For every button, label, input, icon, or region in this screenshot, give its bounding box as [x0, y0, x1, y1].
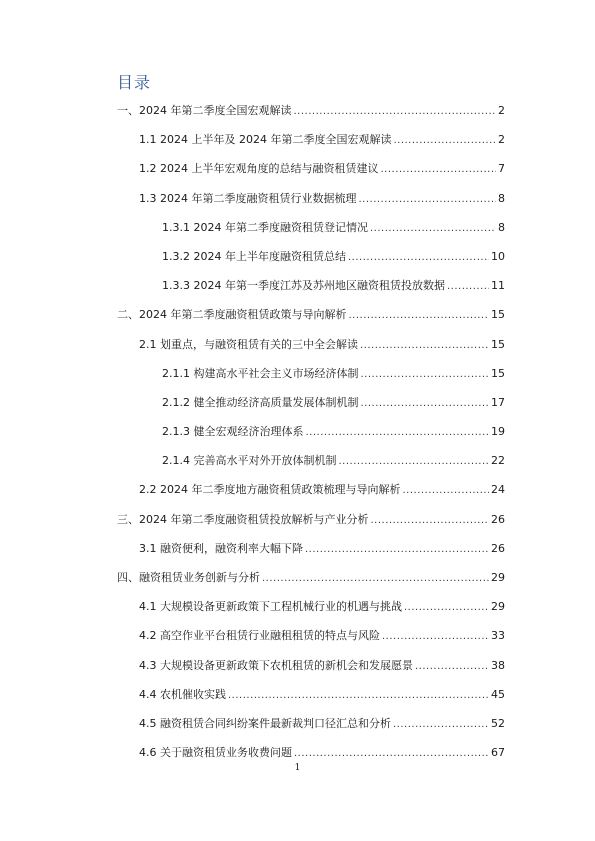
toc-entry[interactable] [117, 133, 505, 162]
toc-entry[interactable] [117, 104, 505, 133]
toc-entry[interactable] [117, 483, 505, 512]
dot-leader [404, 601, 489, 615]
toc-entry-page: 2 [498, 104, 505, 117]
toc-entry-title: 3.1 融资便利，融资利率大幅下降 [139, 541, 303, 555]
toc-entry[interactable] [117, 396, 505, 425]
dot-leader [306, 426, 490, 440]
toc-entry-title: 4.4 农机催收实践 [139, 687, 226, 701]
dot-leader [370, 222, 496, 236]
toc-entry-title: 2.1.2 健全推动经济高质量发展体制机制 [162, 395, 359, 409]
dot-leader [380, 163, 496, 177]
toc-entry[interactable] [117, 221, 505, 250]
toc-entry-page: 15 [491, 308, 505, 322]
toc-entry-title: 4.3 大规模设备更新政策下农机租赁的新机会和发展愿景 [139, 658, 413, 672]
toc-entry[interactable] [117, 454, 505, 483]
toc-entry-title: 1.2 2024 上半年宏观角度的总结与融资租赁建议 [139, 162, 379, 176]
toc-entry-title: 1.3 2024 年第二季度融资租赁行业数据梳理 [139, 191, 357, 205]
dot-leader [447, 280, 489, 294]
toc-entry-page: 26 [491, 512, 505, 526]
toc-entry[interactable] [117, 162, 505, 191]
toc-entry-page: 8 [498, 220, 505, 234]
toc-entry-page: 11 [491, 279, 505, 293]
toc-entry[interactable] [117, 513, 505, 542]
dot-leader [393, 134, 496, 148]
toc-entry[interactable] [117, 425, 505, 454]
toc-entry[interactable] [117, 542, 505, 571]
toc-entry[interactable] [117, 308, 505, 337]
toc-entry-title: 2.2 2024 年二季度地方融资租赁政策梳理与导向解析 [139, 483, 401, 497]
toc-entry-title: 2.1.4 完善高水平对外开放体制机制 [162, 454, 337, 468]
toc-entry-page: 2 [498, 133, 505, 147]
toc-entry-title: 四、融资租赁业务创新与分析 [117, 571, 260, 584]
toc-entry-title: 2.1 划重点，与融资租赁有关的三中全会解读 [139, 337, 358, 351]
dot-leader [338, 455, 489, 469]
toc-entry-page: 17 [491, 395, 505, 409]
toc-entry-title: 三、2024 年第二季度融资租赁投放解析与产业分析 [117, 512, 369, 526]
dot-leader [360, 397, 489, 411]
toc-entry[interactable] [117, 659, 505, 688]
toc-entry[interactable] [117, 250, 505, 279]
toc-entry-page: 29 [491, 571, 505, 584]
toc-entry-page: 15 [491, 366, 505, 380]
dot-leader [305, 543, 489, 557]
toc-entry-page: 52 [491, 716, 505, 730]
toc-title: 目录 [117, 73, 152, 92]
dot-leader [360, 368, 489, 382]
toc-entry-page: 24 [491, 483, 505, 497]
toc-entry[interactable] [117, 279, 505, 308]
toc-entry[interactable] [117, 600, 505, 629]
toc-entry[interactable] [117, 338, 505, 367]
toc-entry[interactable] [117, 367, 505, 396]
toc-entry-page: 8 [498, 191, 505, 205]
toc-entry-title: 1.1 2024 上半年及 2024 年第二季度全国宏观解读 [139, 133, 392, 147]
dot-leader [393, 718, 489, 732]
toc-entry-page: 19 [491, 425, 505, 439]
toc-entry-title: 1.3.1 2024 年第二季度融资租赁登记情况 [162, 220, 368, 234]
dot-leader [262, 572, 489, 586]
toc-entry[interactable] [117, 688, 505, 717]
toc-entry-title: 1.3.3 2024 年第一季度江苏及苏州地区融资租赁投放数据 [162, 279, 445, 293]
toc-entry[interactable] [117, 717, 505, 746]
toc-entry-title: 2.1.3 健全宏观经济治理体系 [162, 425, 304, 439]
toc-entry-page: 7 [498, 162, 505, 176]
dot-leader [349, 309, 490, 323]
toc-entry-title: 4.1 大规模设备更新政策下工程机械行业的机遇与挑战 [139, 600, 402, 614]
toc-entry-page: 22 [491, 454, 505, 468]
toc-entry-title: 二、2024 年第二季度融资租赁政策与导向解析 [117, 308, 347, 322]
toc-entry-page: 67 [491, 746, 505, 760]
toc-entry[interactable] [117, 571, 505, 600]
dot-leader [294, 747, 489, 761]
dot-leader [294, 105, 497, 119]
toc-entry[interactable] [117, 629, 505, 658]
dot-leader [371, 514, 490, 528]
page-number: 1 [294, 763, 301, 773]
toc-entry-page: 38 [491, 658, 505, 672]
dot-leader [360, 339, 489, 353]
toc-entry-page: 10 [491, 249, 505, 263]
toc-entry-page: 26 [491, 541, 505, 555]
toc-entry-page: 45 [491, 687, 505, 701]
dot-leader [382, 630, 489, 644]
dot-leader [402, 484, 489, 498]
toc-entry-title: 2.1.1 构建高水平社会主义市场经济体制 [162, 366, 359, 380]
toc-entry[interactable] [117, 192, 505, 221]
toc-entry-title: 4.6 关于融资租赁业务收费问题 [139, 746, 292, 760]
toc-entry-title: 一、2024 年第二季度全国宏观解读 [117, 104, 292, 117]
dot-leader [348, 251, 489, 265]
dot-leader [228, 689, 489, 703]
table-of-contents [117, 104, 505, 775]
toc-entry-title: 4.5 融资租赁合同纠纷案件最新裁判口径汇总和分析 [139, 716, 391, 730]
toc-entry-page: 15 [491, 337, 505, 351]
toc-entry-page: 29 [491, 600, 505, 614]
toc-entry-title: 1.3.2 2024 年上半年度融资租赁总结 [162, 249, 346, 263]
toc-entry-page: 33 [491, 629, 505, 643]
toc-entry-title: 4.2 高空作业平台租赁行业融租租赁的特点与风险 [139, 629, 380, 643]
dot-leader [358, 193, 496, 207]
dot-leader [415, 660, 489, 674]
